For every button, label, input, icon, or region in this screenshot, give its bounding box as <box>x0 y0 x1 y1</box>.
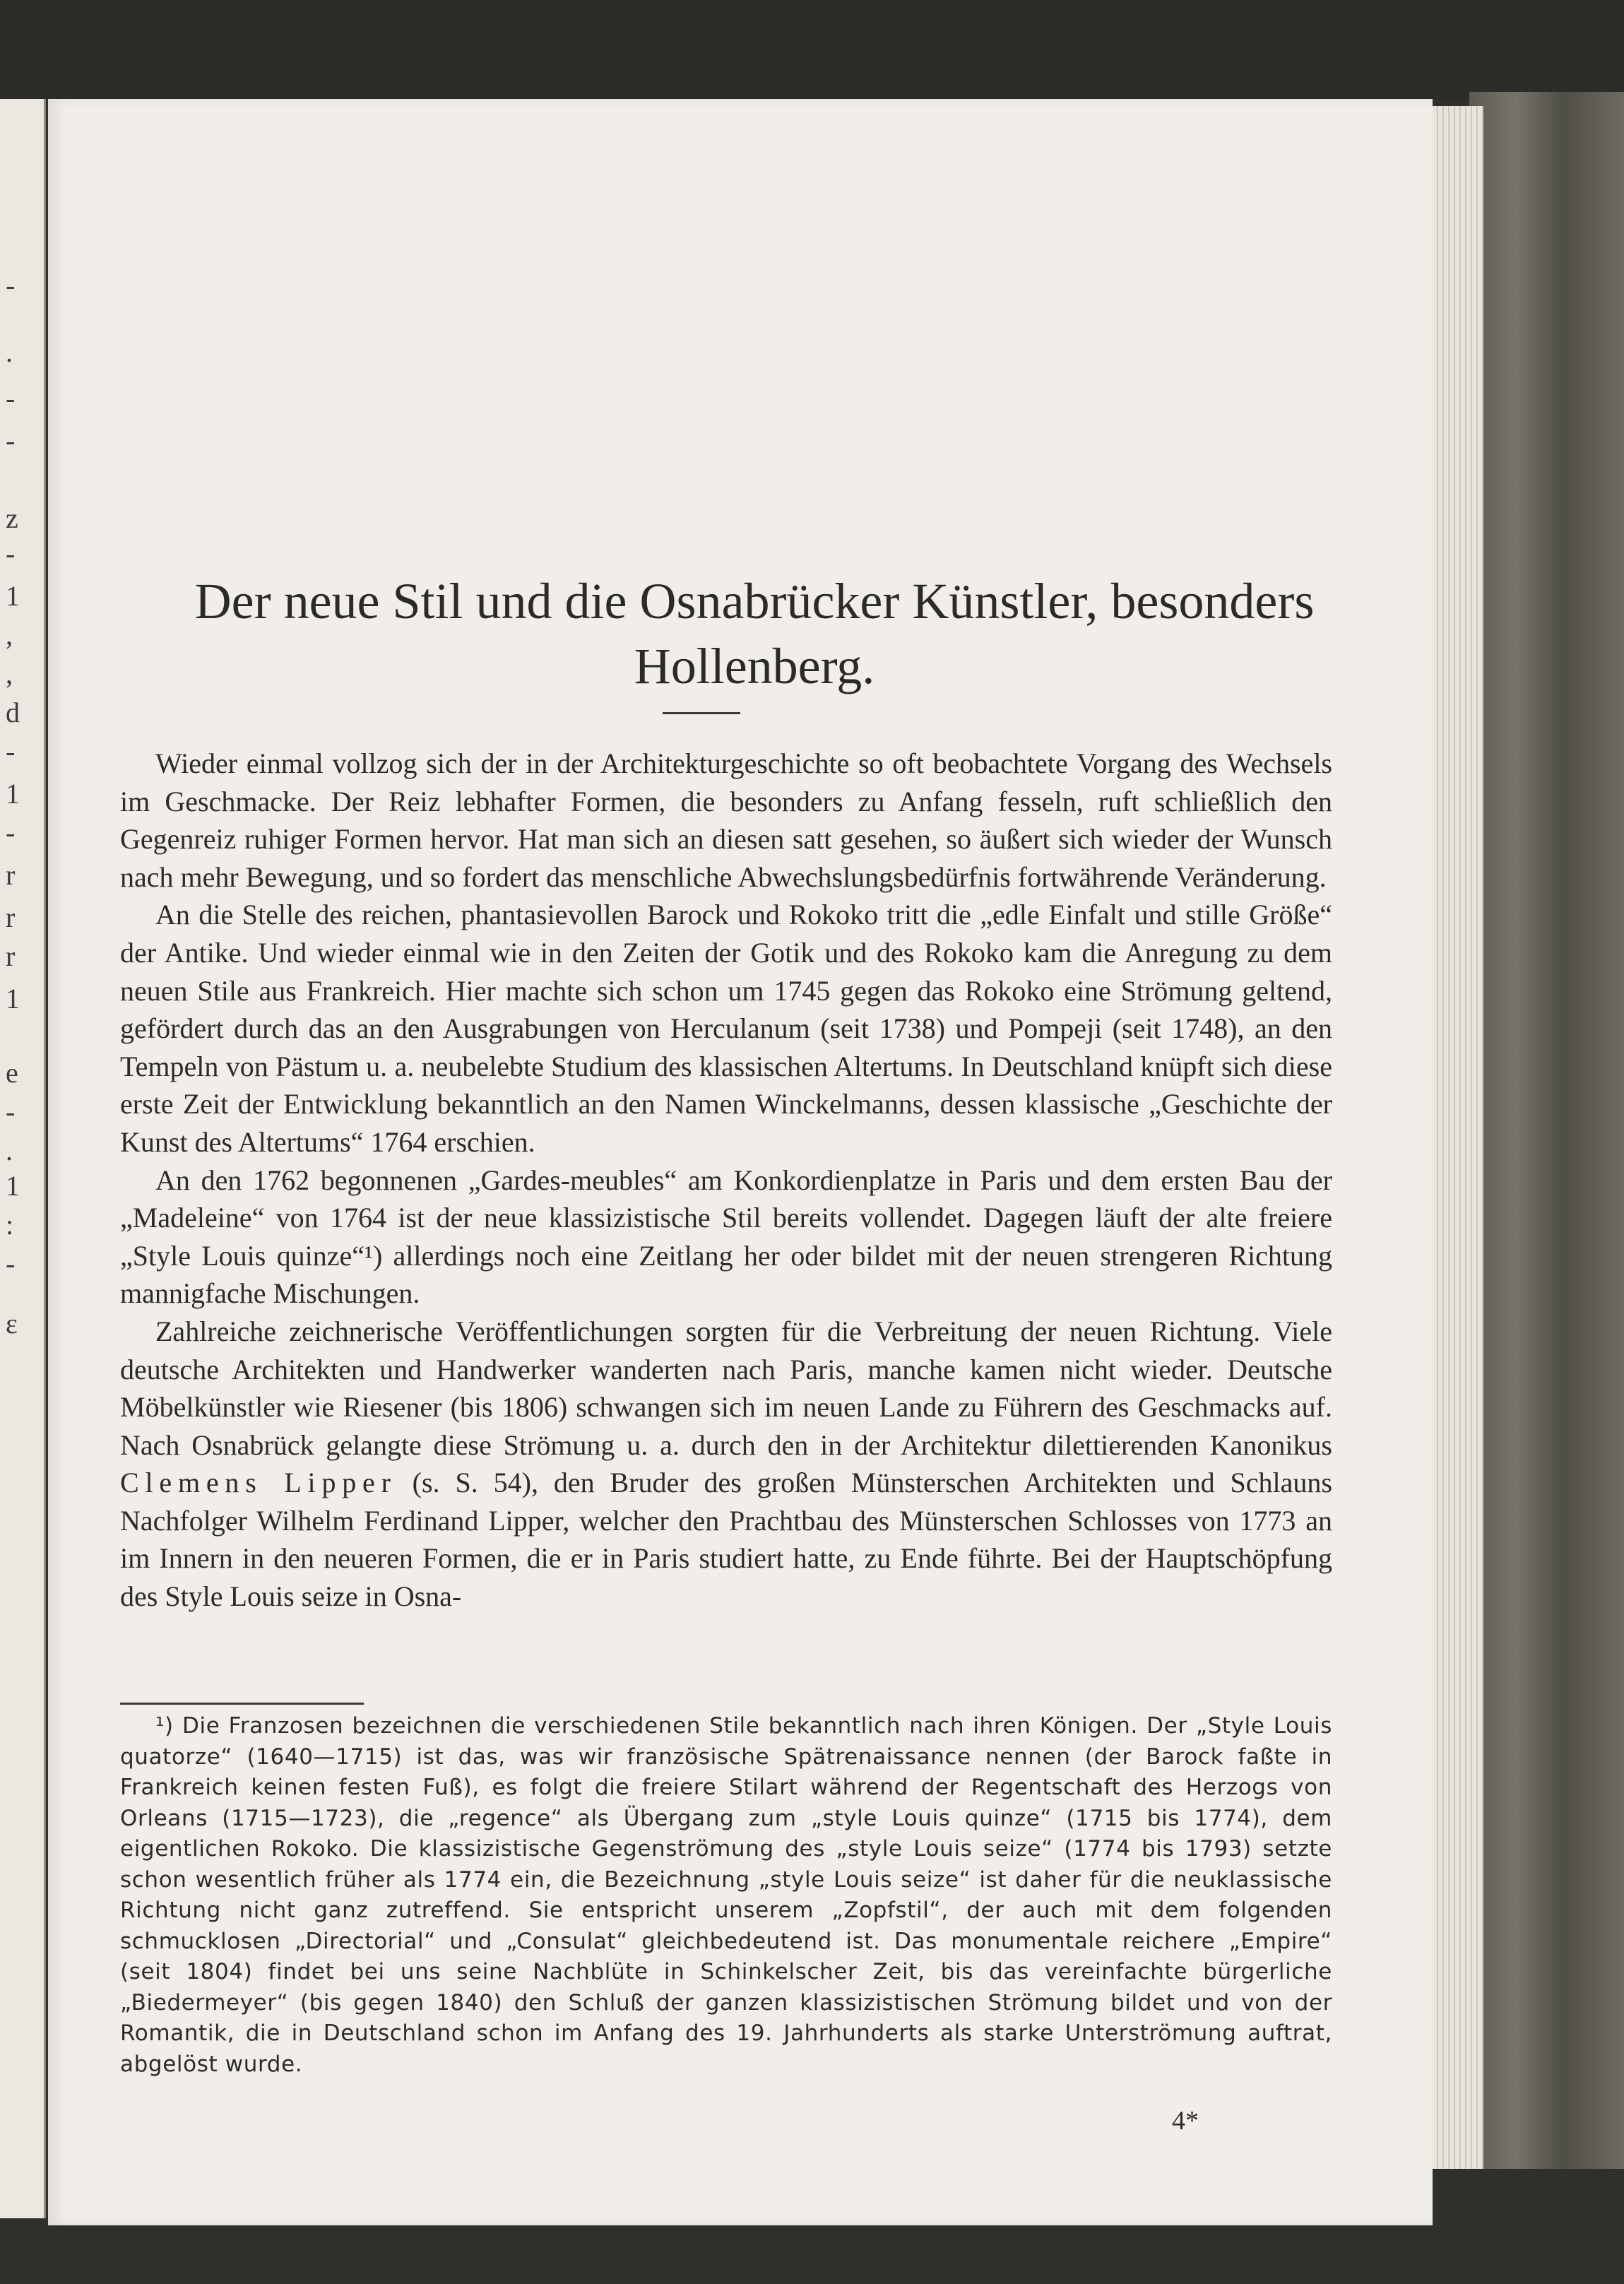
facing-page-mark: r <box>6 859 16 891</box>
facing-page-mark: - <box>6 735 16 767</box>
facing-page-mark: - <box>6 1248 16 1279</box>
facing-page-mark: 1 <box>6 778 20 810</box>
paragraph-text: An die Stelle des reichen, phantasievollen Barock und Rokoko tritt die „edle Einfalt und stille Größe“ der Antike. Und wieder einmal wie in den Zeiten der Gotik und des Rokoko kam die Anregung zu dem neuen Stile aus Frankreich. Hier machte sich schon um 1745 gegen das Rokoko eine Strömung geltend, gefördert durch das an den Ausgrabungen von Herculanum (seit 1738) und Pompeji (seit 1748), an den Tempeln von Pästum u. a. neubelebte Studium des klassischen Altertums. In Deutschland knüpft sich diese erste Zeit der Entwicklung bekanntlich an den Namen Winckelmanns, dessen klassische „Geschichte der Kunst des Altertums“ 1764 erschien. <box>120 899 1332 1158</box>
scan-background-bottom <box>0 2225 1624 2284</box>
body-text <box>120 745 1332 1616</box>
facing-page-mark: - <box>6 425 16 456</box>
footnote <box>120 1711 1332 2080</box>
book-cover-edge <box>1469 92 1624 2169</box>
page-stack-edge <box>1427 106 1483 2169</box>
spaced-name: Clemens Lipper <box>120 1467 397 1499</box>
facing-page-edge <box>0 99 46 2218</box>
facing-page-mark: 1 <box>6 1170 20 1202</box>
book-page <box>48 99 1433 2225</box>
facing-page-mark: - <box>6 382 16 414</box>
signature-mark: 4* <box>1172 2106 1199 2136</box>
paragraph-text: (s. S. 54), den Bruder des großen Münsterschen Architekten und Schlauns Nachfolger Wilhelm Ferdinand Lipper, welcher den Prachtbau des Münsterschen Schlosses von 1773 an im Innern in den neueren Formen, die er in Paris studiert hatte, zu Ende führte. Bei der Hauptschöpfung des Style Louis seize in Osna- <box>120 1467 1332 1613</box>
facing-page-mark: , <box>6 619 13 651</box>
paragraph <box>120 1313 1332 1616</box>
paragraph-text: Zahlreiche zeichnerische Veröffentlichungen sorgten für die Verbreitung der neuen Richtung. Viele deutsche Architekten und Handwerker wanderten nach Paris, manche kamen nicht wieder. Deutsche Möbelkünstler wie Riesener (bis 1806) schwangen sich im neuen Lande zu Führern des Geschmacks auf. Nach Osnabrück gelangte diese Strömung u. a. durch den in der Architektur dilettierenden Kanonikus <box>120 1315 1332 1461</box>
paragraph <box>120 896 1332 1161</box>
facing-page-mark: , <box>6 658 13 690</box>
facing-page-mark: r <box>6 940 16 972</box>
footnote-text: ¹) Die Franzosen bezeichnen die verschiedenen Stile bekanntlich nach ihren Königen. Der „Style Louis quatorze“ (1640—1715) ist das, was wir französische Spätrenaissance nennen (der Barock faßte in Frankreich keinen festen Fuß), es folgt die freiere Stilart während der Regentschaft des Herzogs von Orleans (1715—1723), die „regence“ als Übergang zum „style Louis quinze“ (1715 bis 1774), dem eigentlichen Rokoko. Die klassizistische Gegenströmung des „style Louis seize“ (1774 bis 1793) setzte schon wesentlich früher als 1774 ein, die Bezeichnung „style Louis seize“ ist daher für die neuklassische Richtung nicht ganz zutreffend. Sie entspricht unserem „Zopfstil“, der auch mit dem folgenden schmucklosen „Directorial“ und „Consulat“ gleichbedeutend ist. Das monumentale reichere „Empire“ (seit 1804) findet bei uns seine Nachblüte in Schinkelscher Zeit, bis das vereinfachte bürgerliche „Biedermeyer“ (bis gegen 1840) den Schluß der ganzen klassizistischen Strömung bildet und von der Romantik, die in Deutschland schon im Anfang des 19. Jahrhunderts als starke Unterströmung auftrat, abgelöst wurde. <box>120 1713 1332 2077</box>
facing-page-mark: 1 <box>6 983 20 1014</box>
paragraph-text: An den 1762 begonnenen „Gardes-meubles“ am Konkordienplatze in Paris und dem ersten Bau der „Madeleine“ von 1764 ist der neue klassizistische Stil bereits vollendet. Dagegen läuft der alte freiere „Style Louis quinze“¹) allerdings noch eine Zeitlang her oder bildet mit der neuen strengeren Richtung mannigfache Mischungen. <box>120 1164 1332 1310</box>
facing-page-mark: z <box>6 502 18 534</box>
paragraph <box>120 745 1332 896</box>
facing-page-mark: 1 <box>6 580 20 612</box>
facing-page-mark: : <box>6 1209 14 1241</box>
facing-page-mark: r <box>6 901 16 933</box>
footnote-divider <box>120 1703 364 1705</box>
title-divider <box>663 712 740 714</box>
facing-page-mark: . <box>6 336 13 368</box>
chapter-title: Der neue Stil und die Osnabrücker Künstler, besonders Hollenberg. <box>194 573 1315 694</box>
paragraph-text: Wieder einmal vollzog sich der in der Architekturgeschichte so oft beobachtete Vorgang des Wechsels im Geschmacke. Der Reiz lebhafter Formen, die besonders zu Anfang fesseln, ruft schließlich den Gegenreiz ruhiger Formen hervor. Hat man sich an diesen satt gesehen, so äußert sich wieder der Wunsch nach mehr Bewegung, und so fordert das menschliche Abwechslungsbedürfnis fortwährende Veränderung. <box>120 747 1332 893</box>
paragraph <box>120 1161 1332 1313</box>
scan-background-top <box>0 0 1624 99</box>
facing-page-mark: - <box>6 1096 16 1128</box>
facing-page-mark: e <box>6 1057 18 1089</box>
facing-page-mark: - <box>6 817 16 848</box>
facing-page-mark: d <box>6 697 20 728</box>
facing-page-mark: ε <box>6 1308 18 1339</box>
facing-page-mark: - <box>6 269 16 301</box>
facing-page-mark: . <box>6 1135 13 1166</box>
facing-page-mark: - <box>6 538 16 569</box>
